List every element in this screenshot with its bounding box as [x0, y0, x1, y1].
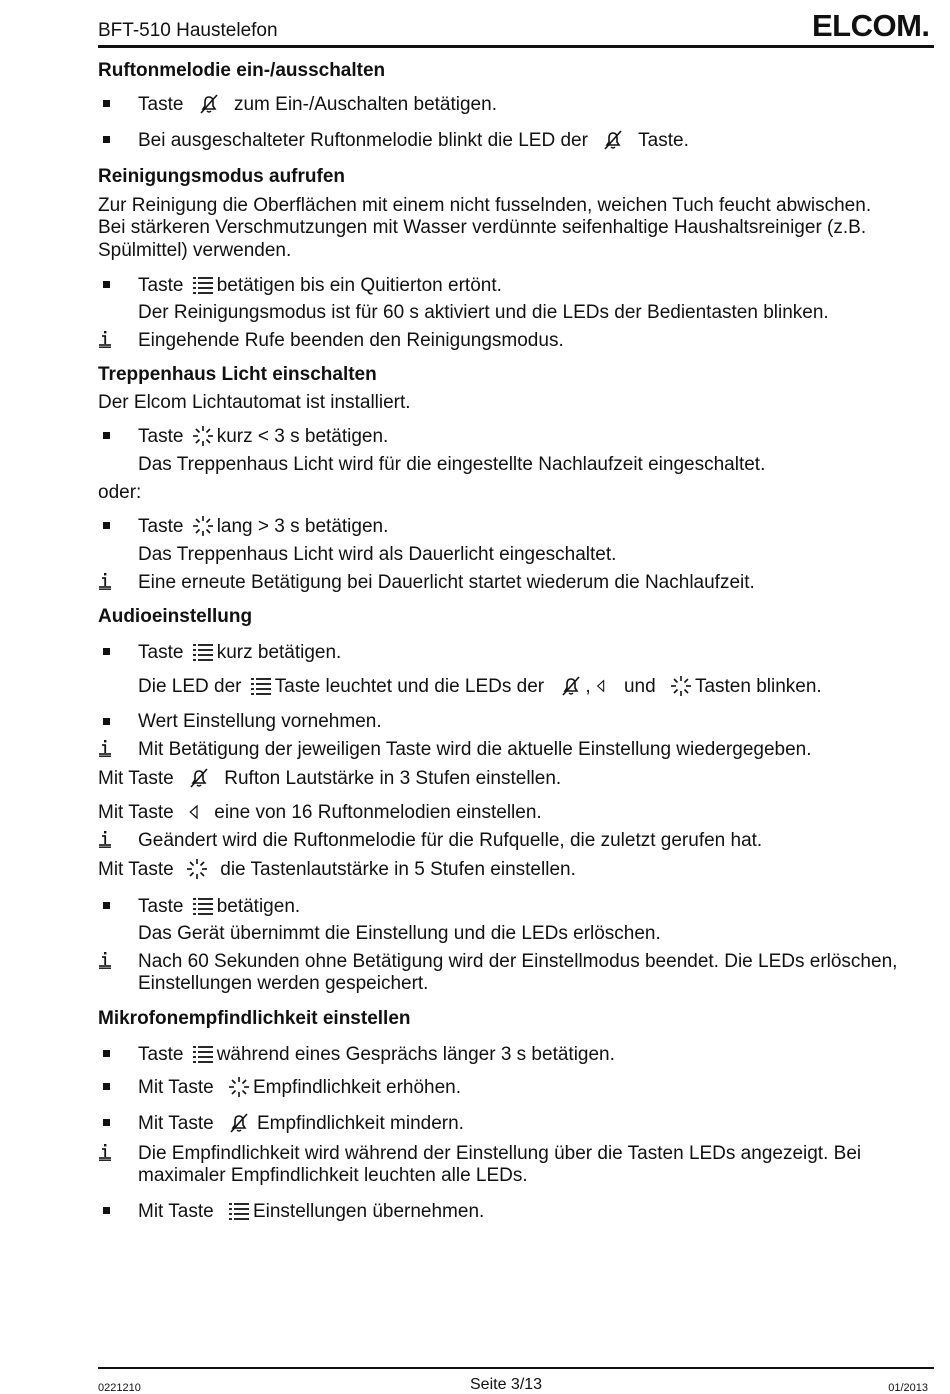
bullet: [103, 902, 110, 909]
treppenhaus-step-2: Taste lang > 3 s betätigen.: [138, 516, 389, 537]
bullet: [103, 522, 110, 529]
bell-off-icon: [227, 1112, 251, 1134]
info-icon: [98, 830, 112, 848]
document-date: 01/2013: [888, 1382, 928, 1394]
menu-list-icon: [227, 1200, 251, 1222]
bullet: [103, 648, 110, 655]
treppenhaus-info: Eine erneute Betätigung bei Dauerlicht startet wiederum die Nachlaufzeit.: [138, 572, 755, 593]
reinigung-paragraph-line-3: Spülmittel) verwenden.: [98, 240, 292, 261]
mikrofon-step-4: Mit Taste Einstellungen übernehmen.: [138, 1201, 485, 1222]
bell-off-icon: [197, 93, 221, 115]
info-icon: [98, 572, 112, 590]
reinigung-paragraph-line-1: Zur Reinigung die Oberflächen mit einem nicht fusselnden, weichen Tuch feucht abwischen.: [98, 195, 872, 216]
bullet: [103, 1050, 110, 1057]
header-divider: [98, 45, 934, 48]
audio-step-2: Wert Einstellung vornehmen.: [138, 711, 382, 732]
audio-info-3-line-1: Nach 60 Sekunden ohne Betätigung wird der Einstellmodus beendet. Die LEDs erlöschen,: [138, 951, 898, 972]
mikrofon-info-line-2: maximaler Empfindlichkeit leuchten alle LEDs.: [138, 1165, 528, 1186]
treppenhaus-step-1: Taste kurz < 3 s betätigen.: [138, 426, 389, 447]
bell-off-icon: [187, 767, 211, 789]
heading-reinigungsmodus: Reinigungsmodus aufrufen: [98, 166, 345, 187]
treppenhaus-step-2-note: Das Treppenhaus Licht wird als Dauerlicht eingeschaltet.: [138, 544, 617, 565]
footer-divider: [98, 1367, 934, 1369]
bell-off-icon: [601, 129, 625, 151]
audio-info-2: Geändert wird die Ruftonmelodie für die Rufquelle, die zuletzt gerufen hat.: [138, 830, 763, 851]
audio-step-3: Taste betätigen.: [138, 896, 301, 917]
treppenhaus-intro: Der Elcom Lichtautomat ist installiert.: [98, 392, 411, 413]
mikrofon-step-1: Taste während eines Gesprächs länger 3 s betätigen.: [138, 1044, 615, 1065]
menu-list-icon: [191, 895, 215, 917]
bullet: [103, 1083, 110, 1090]
mikrofon-step-3: Mit Taste Empfindlichkeit mindern.: [138, 1113, 464, 1134]
audio-tastenlautstaerke: Mit Taste die Tastenlautstärke in 5 Stufen einstellen.: [98, 859, 576, 880]
mikrofon-step-2: Mit Taste Empfindlichkeit erhöhen.: [138, 1077, 462, 1098]
mikrofon-info-line-1: Die Empfindlichkeit wird während der Einstellung über die Tasten LEDs angezeigt. Bei: [138, 1143, 862, 1164]
light-burst-icon: [227, 1076, 251, 1098]
reinigung-step-1-note: Der Reinigungsmodus ist für 60 s aktiviert und die LEDs der Bedientasten blinken.: [138, 302, 829, 323]
bullet: [103, 718, 110, 725]
elcom-logo: ELCOM.: [812, 8, 930, 43]
audio-ruftonmelodien: Mit Taste eine von 16 Ruftonmelodien einstellen.: [98, 802, 542, 823]
info-icon: [98, 1143, 112, 1161]
heading-treppenhaus: Treppenhaus Licht einschalten: [98, 364, 377, 385]
speaker-triangle-icon: [185, 801, 203, 823]
light-burst-icon: [191, 425, 215, 447]
menu-list-icon: [191, 274, 215, 296]
menu-list-icon: [249, 675, 273, 697]
speaker-triangle-icon: [593, 675, 609, 697]
document-number: 0221210: [98, 1382, 141, 1394]
info-icon: [98, 330, 112, 348]
treppenhaus-step-1-note: Das Treppenhaus Licht wird für die eingestellte Nachlaufzeit eingeschaltet.: [138, 454, 766, 475]
audio-info-1: Mit Betätigung der jeweiligen Taste wird die aktuelle Einstellung wiedergegeben.: [138, 739, 812, 760]
audio-step-3-note: Das Gerät übernimmt die Einstellung und die LEDs erlöschen.: [138, 923, 661, 944]
bullet: [103, 136, 110, 143]
page-number: Seite 3/13: [470, 1376, 543, 1393]
menu-list-icon: [191, 1043, 215, 1065]
audio-led-note: Die LED der Taste leuchtet und die LEDs der , und Tasten blinken.: [138, 676, 822, 697]
light-burst-icon: [191, 515, 215, 537]
heading-audioeinstellung: Audioeinstellung: [98, 606, 253, 627]
audio-info-3-line-2: Einstellungen werden gespeichert.: [138, 973, 429, 994]
reinigung-step-1: Taste betätigen bis ein Quitierton ertönt.: [138, 275, 502, 296]
info-icon: [98, 951, 112, 969]
bullet: [103, 1207, 110, 1214]
bullet: [103, 432, 110, 439]
bullet: [103, 1119, 110, 1126]
ruftonmelodie-step-2: Bei ausgeschalteter Ruftonmelodie blinkt die LED der Taste.: [138, 130, 689, 151]
menu-list-icon: [191, 641, 215, 663]
treppenhaus-oder: oder:: [98, 482, 142, 503]
reinigung-paragraph-line-2: Bei stärkeren Verschmutzungen mit Wasser verdünnte seifenhaltige Haushaltsreiniger (z.B.: [98, 217, 867, 238]
light-burst-icon: [669, 675, 693, 697]
ruftonmelodie-step-1: Taste zum Ein-/Auschalten betätigen.: [138, 94, 497, 115]
audio-rufton-lautstaerke: Mit Taste Rufton Lautstärke in 3 Stufen einstellen.: [98, 768, 562, 789]
bullet: [103, 100, 110, 107]
audio-step-1: Taste kurz betätigen.: [138, 642, 342, 663]
light-burst-icon: [185, 858, 209, 880]
heading-mikrofonempfindlichkeit: Mikrofonempfindlichkeit einstellen: [98, 1008, 411, 1029]
info-icon: [98, 739, 112, 757]
bell-off-icon: [559, 675, 583, 697]
bullet: [103, 281, 110, 288]
heading-ruftonmelodie: Ruftonmelodie ein-/ausschalten: [98, 60, 386, 81]
document-title: BFT-510 Haustelefon: [98, 20, 278, 41]
reinigung-info: Eingehende Rufe beenden den Reinigungsmodus.: [138, 330, 564, 351]
